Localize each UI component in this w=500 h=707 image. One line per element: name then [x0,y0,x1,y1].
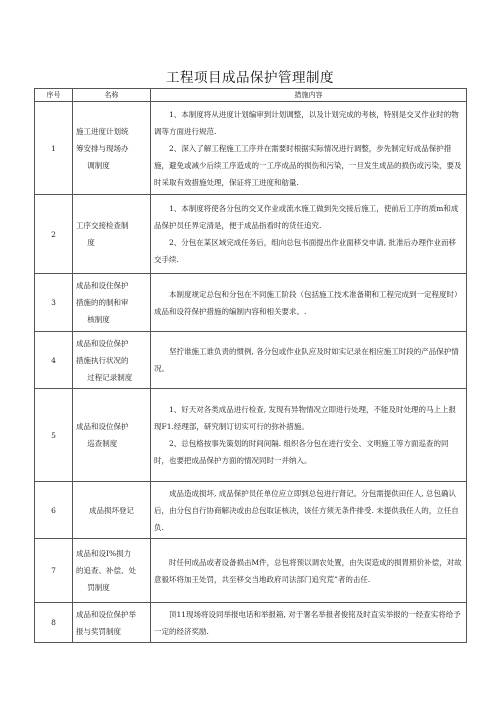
row-name: 成品和设位保护 措施执行状况的 过程记录制度 [73,332,151,389]
row-content: 成品造成损坏, 成品保护员任单位应立即到总包进行肾记。分包需提供田任人, 总包确认后，由分包自行协商解决或由总包取证核决，该任方须无条件排受. 未提供我任人的，立任自负. [151,482,467,539]
row-number: 8 [35,603,73,643]
row-content: 1、好天对各类成品进行检查, 发现有异物情况立即进行处理，不能及时处理的马上上报现F1.经理部，研究制订切实可行的弥补措施。 2、总包格按事先策划的时间间隔. 组织各分包在进行安全、文明施工等方面巡查的同时，也要把成品保护方面的情况同时一并纳入。 [151,389,467,482]
row-name: 成品损坏登记 [73,482,151,539]
row-content: 1、本制度将使各分包的交叉作业或流水施工做到先交接后施工，使前后工序的质m和成品保护员任界定清是，便于成品指看时的货任追究. 2、分包在某区域完成任务后，组向总包书面提出作业面移交申请, 批准后办理作业而移交手续. [151,195,467,274]
row-number: 1 [35,102,73,195]
row-name: 工序交接检查制 度 [73,195,151,274]
table-row [35,332,467,389]
table-row [35,603,467,643]
table-row [35,195,467,274]
row-number: 3 [35,274,73,332]
table-row [35,389,467,482]
table-row [35,539,467,603]
row-number: 6 [35,482,73,539]
row-name: 成品和设I%损力 的追查、补偿、处 罚制度 [73,539,151,603]
table-row [35,482,467,539]
table-header-row [35,89,467,102]
table-row [35,274,467,332]
row-content: 时任何成品或者设备损击M件，总包将预以调农处置，由失误造成的损胃照价补偿，对故意毅坏将加王处罚，共至移交当地政府司法部门追究荒”者的击任. [151,539,467,603]
row-number: 2 [35,195,73,274]
header-name: 名称 [73,89,151,102]
row-number: 5 [35,389,73,482]
table-row [35,102,467,195]
header-no: 序号 [35,89,73,102]
row-name: 成品和设位保护举 报与奖罚制度 [73,603,151,643]
row-content: 本制度规定总包和分包在不同施工阶段（包括施工技术准备期和工程完成到一定程度时）成品和设符保护措施的编制内容和相关要求。. [151,274,467,332]
row-name: 施工进度计划统 筹安排与现场办 调制度 [73,102,151,195]
row-name: 成品和设位保护 巡查制度 [73,389,151,482]
row-name: 成品和设住保护 措施的的制和审 核制度 [73,274,151,332]
row-number: 4 [35,332,73,389]
measures-table [34,88,467,643]
row-content: 坚拧谁施工谁负责的惯例, 各分包或作业队应及时如实记录在相应施工时段的产品保护情况。 [151,332,467,389]
row-content: 顶11现场将设同举报电话和举报箱, 对于署名举报者俊铭及时直实举报的一经查实将给予一定的经济奖励. [151,603,467,643]
page-title: 工程项目成品保护管理制度 [166,70,334,86]
header-content: 措施内容 [151,89,467,102]
row-content: 1、本制度将从进度计划编审到计划调整，以及计划完成的考核，特别是交叉作业时的物调等方面进行规范. 2、深入了解工程施工工序并在需要时根据实际情况进行调整，步先制定好成品保护措施，避免或减少后续工序造成的一工序成品的损伤和污染，一旦发生成品的损伤或污染，要及时采取有效措施处理，保证将工进度和舫量. [151,102,467,195]
row-number: 7 [35,539,73,603]
